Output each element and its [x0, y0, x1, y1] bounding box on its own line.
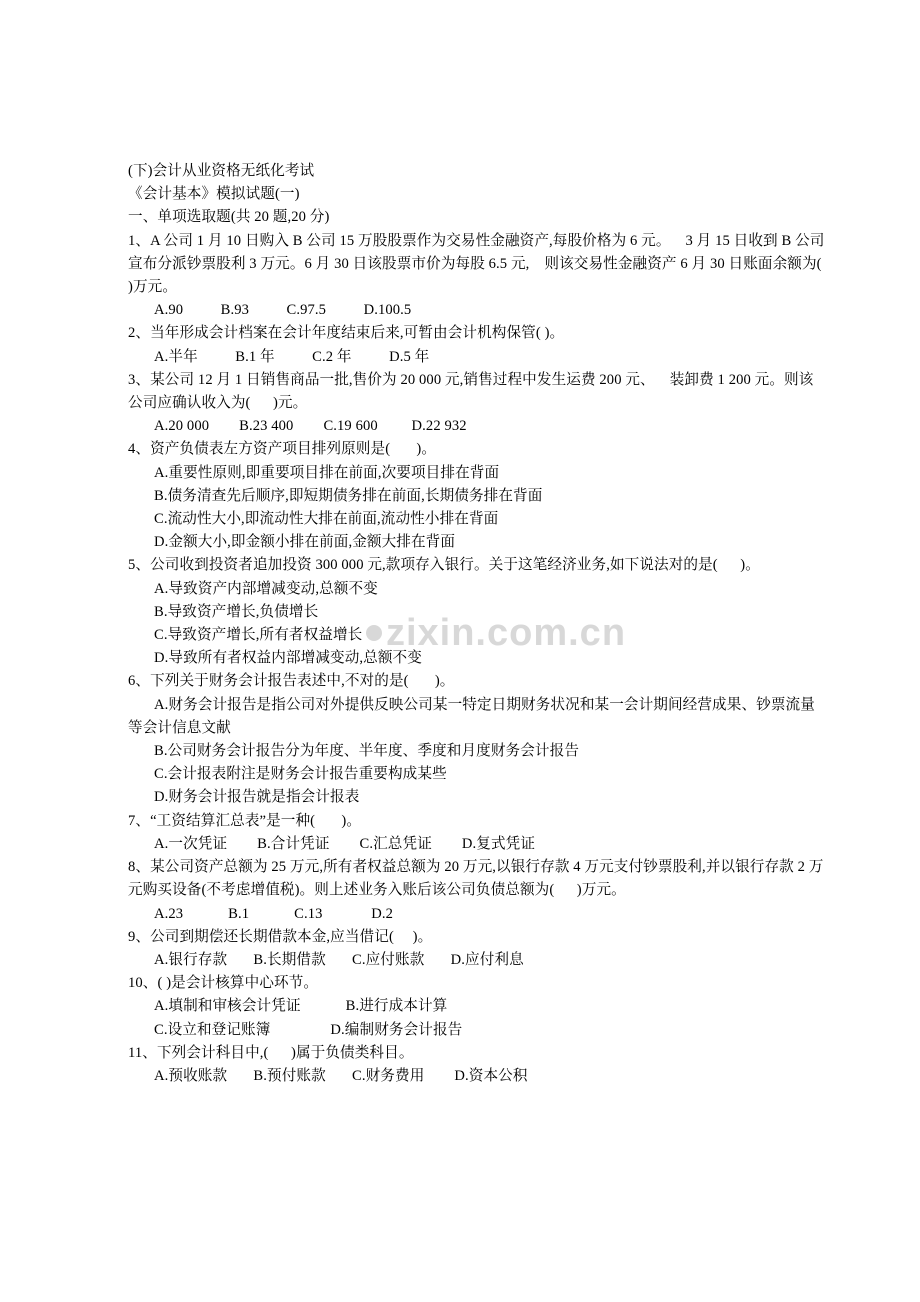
question-options-inline — [128, 299, 828, 322]
option-c[interactable]: C.13 — [294, 905, 323, 922]
question-stem: 10、( )是会计核算中心环节。 — [128, 975, 319, 992]
option-c[interactable]: C.流动性大小,即流动性大排在前面,流动性小排在背面 — [154, 511, 499, 528]
option-a[interactable]: A.20 000 — [154, 418, 210, 435]
option-d[interactable]: D.导致所有者权益内部增减变动,总额不变 — [154, 650, 422, 667]
option-a-b[interactable]: A.填制和审核会计凭证 B.进行成本计算 — [154, 998, 448, 1015]
doc-title-line-2: 《会计基本》模拟试题(一) — [128, 186, 300, 203]
question-options-inline — [128, 1065, 828, 1088]
option-c[interactable]: C.导致资产增长,所有者权益增长 — [154, 627, 363, 644]
option-d[interactable]: D.5 年 — [389, 348, 430, 365]
option-a[interactable]: A.90 — [154, 302, 184, 319]
question-stem: 2、当年形成会计档案在会计年度结束后来,可暂由会计机构保管( )。 — [128, 325, 565, 342]
option-a[interactable]: A.一次凭证 — [154, 835, 228, 852]
option-a[interactable]: A.预收账款 — [154, 1067, 228, 1084]
option-d[interactable]: D.资本公积 — [454, 1067, 528, 1084]
option-d[interactable]: D.100.5 — [363, 302, 412, 319]
option-d[interactable]: D.金额大小,即金额小排在前面,金额大排在背面 — [154, 534, 456, 551]
option-d[interactable]: D.财务会计报告就是指会计报表 — [154, 789, 360, 806]
section-heading: 一、单项选取题(共 20 题,20 分) — [128, 209, 330, 226]
question-stem: 1、A 公司 1 月 10 日购入 B 公司 15 万股股票作为交易性金融资产,每股价格为 6 元。 3 月 15 日收到 B 公司宣布分派钞票股利 3 万元。6 月 30 日该股票市价为每股 6.5 元, 则该交易性金融资产 6 月 30 日账面余额为( )万元。 — [128, 232, 826, 296]
option-a[interactable]: A.财务会计报告是指公司对外提供反映公司某一特定日期财务状况和某一会计期间经营成果、钞票流量等会计信息文献 — [128, 696, 815, 736]
option-b[interactable]: B.合计凭证 — [257, 835, 330, 852]
option-b[interactable]: B.23 400 — [239, 418, 294, 435]
option-a[interactable]: A.半年 — [154, 348, 198, 365]
option-d[interactable]: D.应付利息 — [450, 951, 524, 968]
question-options-inline — [128, 903, 828, 926]
question-stem: 11、下列会计科目中,( )属于负债类科目。 — [128, 1044, 414, 1061]
option-b[interactable]: B.预付账款 — [253, 1067, 326, 1084]
option-c[interactable]: C.会计报表附注是财务会计报告重要构成某些 — [154, 766, 447, 783]
question-stem: 9、公司到期偿还长期借款本金,应当借记( )。 — [128, 928, 433, 945]
option-c[interactable]: C.97.5 — [286, 302, 327, 319]
option-a[interactable]: A.银行存款 — [154, 951, 228, 968]
option-a[interactable]: A.重要性原则,即重要项目排在前面,次要项目排在背面 — [154, 464, 500, 481]
option-a[interactable]: A.23 — [154, 905, 184, 922]
option-c[interactable]: C.2 年 — [312, 348, 352, 365]
option-c[interactable]: C.应付账款 — [352, 951, 425, 968]
option-b[interactable]: B.1 — [228, 905, 250, 922]
option-a[interactable]: A.导致资产内部增减变动,总额不变 — [154, 580, 378, 597]
question-options-inline — [128, 833, 828, 856]
option-b[interactable]: B.债务清查先后顺序,即短期债务排在前面,长期债务排在背面 — [154, 487, 543, 504]
option-b[interactable]: B.1 年 — [235, 348, 275, 365]
question-options-inline — [128, 346, 828, 369]
question-stem: 5、公司收到投资者追加投资 300 000 元,款项存入银行。关于这笔经济业务,如下说法对的是( )。 — [128, 557, 760, 574]
question-stem: 6、下列关于财务会计报告表述中,不对的是( )。 — [128, 673, 455, 690]
question-options-inline — [128, 415, 828, 438]
option-d[interactable]: D.2 — [371, 905, 394, 922]
doc-title-line-1: (下)会计从业资格无纸化考试 — [128, 163, 315, 179]
option-d[interactable]: D.复式凭证 — [461, 835, 536, 852]
option-c[interactable]: C.汇总凭证 — [359, 835, 432, 852]
option-b[interactable]: B.导致资产增长,负债增长 — [154, 603, 319, 620]
question-stem: 3、某公司 12 月 1 日销售商品一批,售价为 20 000 元,销售过程中发生运费 200 元、 装卸费 1 200 元。则该公司应确认收入为( )元。 — [128, 371, 814, 412]
option-b[interactable]: B.长期借款 — [253, 951, 326, 968]
watermark-text: zixin.com.cn — [385, 612, 627, 654]
option-b[interactable]: B.93 — [220, 302, 250, 319]
question-options-inline — [128, 949, 828, 972]
document-body — [128, 160, 828, 1088]
option-b[interactable]: B.公司财务会计报告分为年度、半年度、季度和月度财务会计报告 — [154, 743, 580, 760]
option-c[interactable]: C.19 600 — [323, 418, 378, 435]
question-stem: 8、某公司资产总额为 25 万元,所有者权益总额为 20 万元,以银行存款 4 万元支付钞票股利,并以银行存款 2 万元购买设备(不考虑增值税)。则上述业务入账后该公司负债总额为( )万元。 — [128, 859, 824, 899]
option-c[interactable]: C.财务费用 — [352, 1067, 425, 1084]
option-d[interactable]: D.22 932 — [411, 418, 467, 435]
option-c-d[interactable]: C.设立和登记账簿 D.编制财务会计报告 — [154, 1021, 463, 1038]
question-stem: 7、“工资结算汇总表”是一种( )。 — [128, 812, 362, 829]
question-stem: 4、资产负债表左方资产项目排列原则是( )。 — [128, 441, 437, 458]
